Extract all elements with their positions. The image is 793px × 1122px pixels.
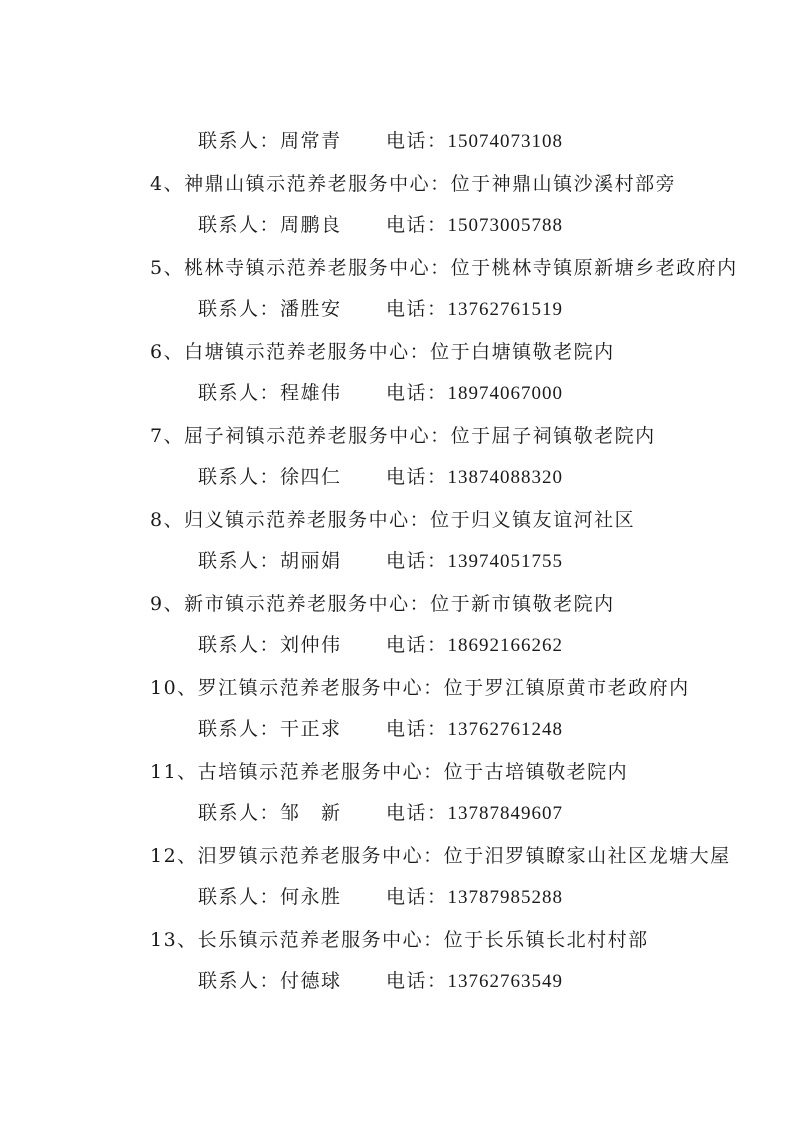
contact-label: 联系人： — [198, 298, 281, 320]
contact-name: 周鹏良 — [280, 214, 342, 236]
phone-number: 15074073108 — [447, 131, 564, 152]
center-line: 11、古培镇示范养老服务中心：位于古培镇敬老院内 — [150, 761, 629, 783]
phone-label: 电话： — [386, 214, 448, 236]
contact-label: 联系人： — [198, 214, 281, 236]
center-line: 5、桃林寺镇示范养老服务中心：位于桃林寺镇原新塘乡老政府内 — [150, 257, 738, 279]
phone-number: 13787849607 — [447, 803, 564, 824]
contact-line — [198, 549, 563, 574]
phone-label: 电话： — [386, 382, 448, 404]
contact-line — [198, 129, 563, 154]
contact-label: 联系人： — [198, 130, 281, 152]
center-line: 9、新市镇示范养老服务中心：位于新市镇敬老院内 — [150, 593, 615, 615]
contact-label: 联系人： — [198, 550, 281, 572]
contact-label: 联系人： — [198, 718, 281, 740]
phone-label: 电话： — [386, 802, 448, 824]
phone-number: 18692166262 — [447, 635, 564, 656]
phone-label: 电话： — [386, 886, 448, 908]
phone-label: 电话： — [386, 718, 448, 740]
contact-name: 周常青 — [280, 130, 342, 152]
phone-label: 电话： — [386, 970, 448, 992]
phone-number: 13762761248 — [447, 719, 564, 740]
contact-name: 徐四仁 — [280, 466, 342, 488]
center-line: 4、神鼎山镇示范养老服务中心：位于神鼎山镇沙溪村部旁 — [150, 173, 677, 195]
contact-line — [198, 717, 563, 742]
center-line: 6、白塘镇示范养老服务中心：位于白塘镇敬老院内 — [150, 341, 615, 363]
contact-line — [198, 969, 563, 994]
phone-number: 18974067000 — [447, 383, 564, 404]
contact-line — [198, 465, 563, 490]
contact-name: 胡丽娟 — [280, 550, 342, 572]
phone-label: 电话： — [386, 466, 448, 488]
contact-name: 何永胜 — [280, 886, 342, 908]
center-line: 10、罗江镇示范养老服务中心：位于罗江镇原黄市老政府内 — [150, 677, 690, 699]
contact-line — [198, 885, 563, 910]
contact-line — [198, 297, 563, 322]
center-line: 12、汨罗镇示范养老服务中心：位于汨罗镇瞭家山社区龙塘大屋 — [150, 845, 731, 867]
contact-name: 邹 新 — [280, 802, 342, 824]
contact-name: 干正求 — [280, 718, 342, 740]
contact-name: 付德球 — [280, 970, 342, 992]
contact-name: 潘胜安 — [280, 298, 342, 320]
contact-line — [198, 213, 563, 238]
contact-label: 联系人： — [198, 886, 281, 908]
phone-number: 13762763549 — [447, 971, 564, 992]
contact-name: 刘仲伟 — [280, 634, 342, 656]
phone-number: 13787985288 — [447, 887, 564, 908]
center-line: 7、屈子祠镇示范养老服务中心：位于屈子祠镇敬老院内 — [150, 425, 656, 447]
contact-label: 联系人： — [198, 802, 281, 824]
center-line: 8、归义镇示范养老服务中心：位于归义镇友谊河社区 — [150, 509, 636, 531]
contact-label: 联系人： — [198, 970, 281, 992]
center-line: 13、长乐镇示范养老服务中心：位于长乐镇长北村村部 — [150, 929, 649, 951]
contact-label: 联系人： — [198, 466, 281, 488]
phone-label: 电话： — [386, 634, 448, 656]
phone-number: 13762761519 — [447, 299, 564, 320]
phone-label: 电话： — [386, 298, 448, 320]
contact-line — [198, 633, 563, 658]
phone-label: 电话： — [386, 130, 448, 152]
phone-label: 电话： — [386, 550, 448, 572]
contact-line — [198, 381, 563, 406]
phone-number: 15073005788 — [447, 215, 564, 236]
contact-name: 程雄伟 — [280, 382, 342, 404]
contact-label: 联系人： — [198, 634, 281, 656]
contact-line — [198, 801, 563, 826]
phone-number: 13974051755 — [447, 551, 564, 572]
contact-label: 联系人： — [198, 382, 281, 404]
phone-number: 13874088320 — [447, 467, 564, 488]
